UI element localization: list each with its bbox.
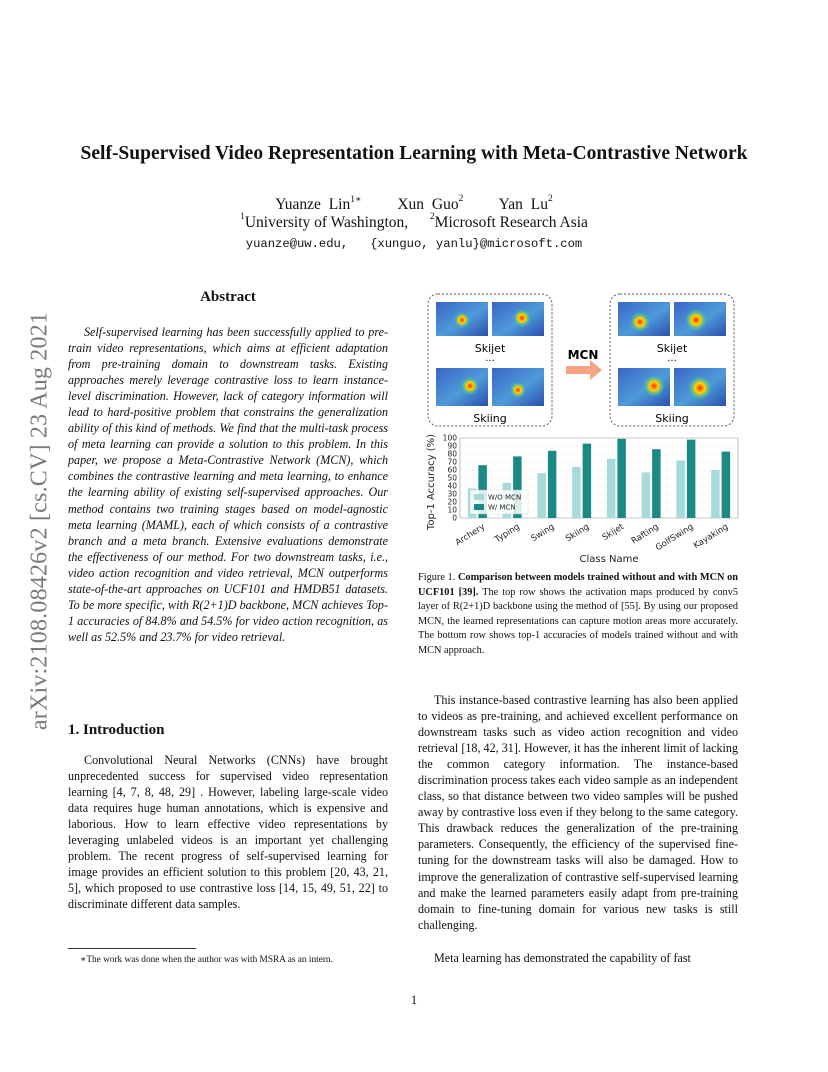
x-tick-label: Typing [493,522,522,546]
abstract-heading: Abstract [200,289,256,305]
legend-swatch [474,494,484,500]
figure-1-graphic [418,290,748,570]
section-heading-introduction: 1. Introduction [68,722,165,738]
y-tick-label: 20 [447,497,457,507]
y-tick-label: 80 [447,449,457,459]
page-number: 1 [410,993,418,1007]
activation-hotspot [688,376,712,400]
panel-label-top: Skijet [656,342,688,355]
figure-1-caption [418,571,738,659]
mcn-arrow [566,360,602,380]
x-tick-label: Rafting [629,522,661,547]
paper-title: Self-Supervised Video Representation Learning with Meta-Contrastive Network [80,143,748,164]
caption-bold: Comparison between models trained without and with MCN on UCF101 [39]. [418,572,738,598]
panel-label-dots: ··· [485,356,495,367]
author-name: Yuanze Lin [275,196,351,213]
mcn-arrow-label: MCN [567,348,599,362]
intro-paragraph-1: Convolutional Neural Networks (CNNs) have brought unprecedented success for supervised video representation learning [4, 7, 8, 48, 29] . However, labeling large-scale video data requires huge human annotations, which is expensive and laborious. How to learn effective video representations by leveraging unlabeled videos is an important yet challenging problem. The recent progress of self-supervised learning for image provides an efficient solution to this problem [20, 43, 21, 5], which proposed to use contrastive loss [14, 15, 49, 51, 22] to discriminate different data samples. [68,753,388,912]
footnote: ∗The work was done when the author was with MSRA as an intern. [80,955,333,965]
affiliation-list [0,214,828,232]
y-tick-label: 50 [447,473,457,483]
bar-with-mcn [617,439,626,518]
y-axis-label: Top-1 Accuracy (%) [426,433,437,531]
author-mark: 1∗ [350,195,362,205]
activation-hotspot [513,309,531,327]
affiliation-name: University of Washington, [244,214,409,231]
activation-hotspot [454,312,470,328]
bar-without-mcn [572,467,581,518]
y-tick-label: 90 [447,441,457,451]
y-tick-label: 70 [447,457,457,467]
y-tick-label: 10 [447,505,457,515]
panel-label-top: Skijet [474,342,506,355]
bar-with-mcn [583,444,592,518]
intro-paragraph-2: This instance-based contrastive learning has also been applied to videos as pre-training, and achieved excellent performance on downstream tasks such as video action recognition and video retrieval [18, 42, 31]. However, it has the inherent limit of lacking the common category information. The instance-based discrimination process takes each video sample as an independent class, so that distance between two video samples will be pushed away by contrastive loss even if they belong to the same category. This drawback reduces the generalization of the pre-training parameters. Consequently, the efficiency of the supervised fine-tuning for the downstream tasks will also be damaged. How to improve the generalization of contrastive self-supervised learning and make the learned parameters easily adapt from pre-training domain to fine-tuning domain for various new tasks is still challenging. [418,693,738,932]
activation-hotspot [461,377,479,395]
legend-swatch [474,504,484,510]
activation-hotspot [685,309,707,331]
intro-paragraph-3: Meta learning has demonstrated the capability of fast [434,951,691,965]
x-tick-label: Archery [453,522,487,548]
author-name: Yan Lu [498,196,549,213]
bar-without-mcn [642,472,651,518]
affiliation-mark: 2 [429,212,435,222]
author-name: Xun Guo [397,196,459,213]
author-mark: 2 [458,194,464,204]
y-tick-label: 40 [447,481,457,491]
x-axis-label: Class Name [579,554,639,565]
panel-label-dots: ··· [667,356,677,367]
caption-text: The top row shows the activation maps produced by conv5 layer of R(2+1)D backbone using the method of [55]. By using our proposed MCN, the learned representations can capture motion areas more accurately. The bottom row shows top-1 accuracies of models trained without and with MCN approach. [418,586,738,656]
bar-with-mcn [548,451,557,518]
bar-without-mcn [537,473,546,518]
bar-with-mcn [722,452,731,518]
author-mark: 2 [548,194,553,204]
y-tick-label: 100 [442,433,457,443]
caption-label: Figure 1. [418,572,456,583]
arxiv-id: arXiv:2108.08426v2 [cs.CV] 23 Aug 2021 [26,311,53,731]
legend-label: W/O MCN [488,493,522,502]
bar-with-mcn [652,449,661,518]
accuracy-bar-chart [426,434,738,566]
figure-1 [418,290,748,570]
activation-hotspot [510,382,526,398]
affiliation-name: Microsoft Research Asia [434,214,588,231]
legend-label: W/ MCN [488,503,516,512]
footnote-rule [68,948,196,949]
activation-hotspot [630,312,650,332]
x-tick-label: Kayaking [691,522,731,552]
author-emails: yuanze@uw.edu, {xunguo, yanlu}@microsoft.com [245,237,583,251]
panel-label-bottom: Skiing [655,412,689,425]
y-tick-label: 0 [452,513,457,523]
x-tick-label: Swing [529,522,557,545]
author-list [0,196,828,214]
y-tick-label: 30 [447,489,457,499]
x-tick-label: GolfSwing [654,522,696,554]
bar-without-mcn [607,459,616,518]
arxiv-sidebar [20,282,60,760]
x-tick-label: Skijet [600,522,626,544]
affiliation-mark: 1 [240,212,245,222]
y-tick-label: 60 [447,465,457,475]
bar-with-mcn [687,440,696,518]
bar-without-mcn [676,460,685,518]
activation-hotspot [643,375,665,397]
panel-label-bottom: Skiing [473,412,507,425]
bar-without-mcn [711,470,720,518]
x-tick-label: Skiing [564,522,592,545]
abstract-text: Self-supervised learning has been successfully applied to pre-train video representations, which aims at efficient adaptation from pre-training domain to downstream tasks. Existing approaches merely leverage contrastive loss to learn instance-level discrimination. However, lack of category information will lead to hard-positive problem that constrains the generalization ability of this kind of methods. We find that the multi-task process of meta learning can provide a solution to this problem. In this paper, we propose a Meta-Contrastive Network (MCN), which combines the contrastive learning and meta learning, to enhance the learning ability of existing self-supervised approaches. Our method contains two training stages based on model-agnostic meta learning (MAML), each of which consists of a contrastive branch and a meta branch. Extensive evaluations demonstrate the effectiveness of our method. For two downstream tasks, i.e., video action recognition and video retrieval, MCN outperforms state-of-the-art approaches on UCF101 and HMDB51 datasets. To be more specific, with R(2+1)D backbone, MCN achieves Top-1 accuracies of 84.8% and 54.5% for video action recognition, as well as 52.5% and 23.7% for video retrieval. [68,325,388,644]
